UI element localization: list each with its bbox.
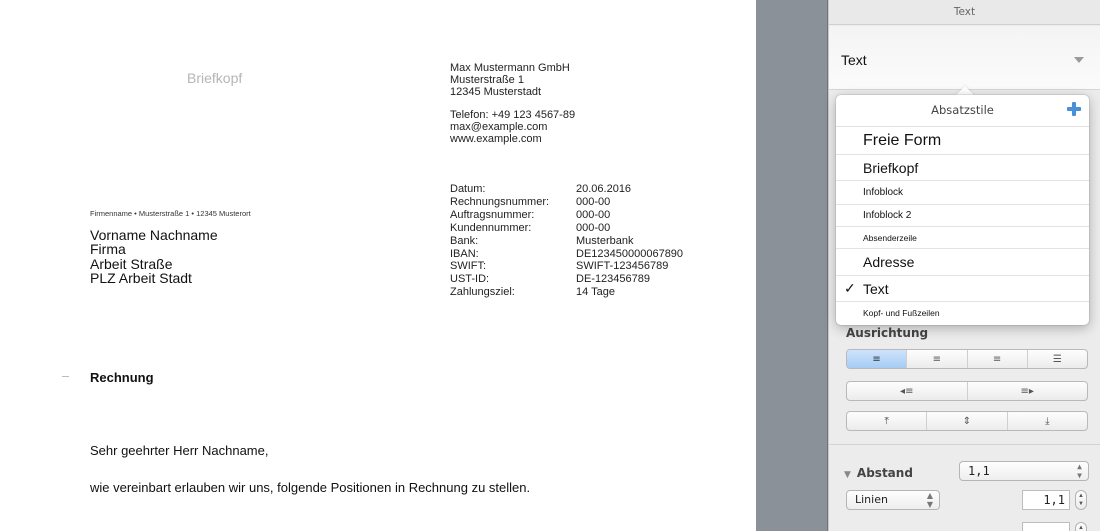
align-middle-icon: ⇕: [962, 415, 972, 427]
style-item-text[interactable]: [836, 276, 1089, 302]
align-bottom-button[interactable]: [1008, 412, 1087, 430]
updown-arrows-icon: ▲ ▼: [926, 491, 933, 509]
align-justify-icon: ☰: [1052, 353, 1062, 365]
indent-control: [846, 381, 1088, 401]
align-left-icon: ≡: [872, 353, 881, 365]
info-label: UST-ID:: [450, 273, 490, 286]
margin-marker: [62, 376, 69, 377]
style-item-adresse[interactable]: [836, 249, 1089, 276]
style-item-label: Infoblock 2: [863, 210, 912, 221]
recipient-city: PLZ Arbeit Stadt: [90, 269, 192, 286]
company-phone: Telefon: +49 123 4567-89: [450, 109, 576, 121]
align-center-icon: ≡: [932, 353, 942, 365]
style-item-label: Briefkopf: [863, 159, 919, 176]
style-item-label: Infoblock: [863, 187, 904, 198]
info-row-iban: [450, 248, 683, 261]
align-justify-button[interactable]: [1028, 350, 1087, 368]
company-address-block[interactable]: [450, 62, 575, 145]
horizontal-alignment-control: [846, 349, 1088, 369]
section-divider: [829, 444, 1100, 445]
body-text[interactable]: wie vereinbart erlauben wir uns, folgende Positionen in Rechnung zu stellen.: [90, 480, 531, 495]
align-right-button[interactable]: [968, 350, 1028, 368]
info-row-swift: [450, 260, 683, 273]
recipient-address-block[interactable]: [90, 228, 218, 285]
info-label: Kundennummer:: [450, 221, 532, 234]
style-item-infoblock[interactable]: [836, 181, 1089, 205]
info-row-vat-id: [450, 273, 683, 286]
disclosure-triangle-icon: ▼: [844, 470, 851, 480]
style-item-label: Adresse: [863, 254, 915, 270]
vertical-alignment-control: [846, 411, 1088, 431]
company-web: www.example.com: [450, 133, 542, 145]
info-row-order-number: [450, 209, 683, 222]
align-left-button[interactable]: [847, 350, 907, 368]
info-label: Rechnungsnummer:: [450, 195, 550, 208]
info-value: 20.06.2016: [576, 183, 632, 195]
style-item-infoblock-2[interactable]: [836, 205, 1089, 227]
info-row-invoice-number: [450, 196, 683, 209]
info-row-bank: [450, 235, 683, 248]
style-item-briefkopf[interactable]: [836, 155, 1089, 181]
info-label: Datum:: [450, 183, 486, 195]
paragraph-style-label: Text: [841, 52, 867, 68]
subject-heading[interactable]: Rechnung: [90, 370, 154, 385]
company-city: 12345 Musterstadt: [450, 86, 542, 98]
paragraph-spacing-input[interactable]: [1022, 522, 1070, 531]
info-label: Auftragsnummer:: [450, 208, 535, 221]
info-value: 000-00: [576, 208, 611, 221]
info-row-payment-terms: [450, 286, 683, 299]
canvas-gutter: [756, 0, 828, 531]
popover-header: [836, 95, 1089, 127]
style-item-label: Freie Form: [863, 131, 942, 149]
align-right-icon: ≡: [992, 353, 1002, 365]
increase-indent-button[interactable]: [968, 382, 1088, 400]
info-value: 14 Tage: [576, 286, 615, 299]
dropdown-triangle-icon: [1074, 57, 1084, 63]
paragraph-style-selector[interactable]: [829, 26, 1100, 90]
spacing-disclosure[interactable]: [844, 466, 913, 480]
line-spacing-mode-popup[interactable]: [846, 490, 940, 510]
info-label: Zahlungsziel:: [450, 286, 515, 299]
spacing-value-popup[interactable]: [959, 461, 1089, 481]
info-value: Musterbank: [576, 234, 634, 247]
popover-title: Absatzstile: [931, 103, 994, 117]
style-item-label: Text: [863, 280, 889, 297]
decrease-indent-button[interactable]: [847, 382, 968, 400]
info-value: 000-00: [576, 195, 611, 208]
salutation-text[interactable]: Sehr geehrter Herr Nachname,: [90, 443, 269, 458]
sender-line[interactable]: Firmenname • Musterstraße 1 • 12345 Musterort: [90, 209, 251, 218]
align-top-button[interactable]: [847, 412, 927, 430]
recipient-name: Vorname Nachname: [90, 227, 218, 243]
line-spacing-stepper[interactable]: ▲ ▼: [1075, 490, 1087, 510]
checkmark-icon: ✓: [844, 280, 856, 296]
recipient-street: Arbeit Straße: [90, 255, 173, 272]
info-value: 000-00: [576, 221, 611, 234]
increase-indent-icon: ≡▸: [1020, 385, 1034, 397]
style-item-label: Kopf- und Fußzeilen: [863, 308, 940, 318]
alignment-section-title: Ausrichtung: [846, 326, 929, 340]
info-label: SWIFT:: [450, 260, 487, 273]
paragraph-spacing-stepper[interactable]: ▲: [1075, 522, 1087, 531]
info-block[interactable]: [450, 183, 683, 299]
style-item-kopf-und-fusszeilen[interactable]: [836, 302, 1089, 324]
add-style-plus-icon[interactable]: [1067, 102, 1081, 116]
letterhead-placeholder[interactable]: Briefkopf: [187, 70, 243, 86]
company-name: Max Mustermann GmbH: [450, 62, 570, 74]
tab-text[interactable]: Text: [829, 0, 1100, 25]
paragraph-styles-popover: [836, 95, 1089, 325]
spacing-title: Abstand: [856, 466, 913, 480]
info-row-customer-number: [450, 222, 683, 235]
recipient-company: Firma: [90, 241, 126, 258]
align-center-button[interactable]: [907, 350, 967, 368]
spacing-value: 1,1: [968, 464, 990, 478]
info-value: DE-123456789: [576, 273, 651, 286]
info-label: IBAN:: [450, 247, 479, 260]
company-email: max@example.com: [450, 121, 548, 133]
style-item-label: Absenderzeile: [863, 232, 917, 243]
company-street: Musterstraße 1: [450, 74, 524, 86]
info-row-date: [450, 183, 683, 196]
line-spacing-mode: Linien: [855, 493, 888, 506]
info-value: DE123450000067890: [576, 247, 684, 260]
style-item-absenderzeile[interactable]: [836, 227, 1089, 249]
updown-arrows-icon: ▲ ▼: [1077, 462, 1082, 480]
align-bottom-icon: ⤓: [1045, 415, 1050, 427]
decrease-indent-icon: ◂≡: [900, 385, 914, 397]
info-value: SWIFT-123456789: [576, 260, 669, 273]
line-spacing-input[interactable]: 1,1: [1022, 490, 1070, 510]
align-middle-button[interactable]: [927, 412, 1007, 430]
info-label: Bank:: [450, 234, 479, 247]
style-item-freie-form[interactable]: [836, 127, 1089, 155]
align-top-icon: ⤒: [884, 415, 889, 427]
